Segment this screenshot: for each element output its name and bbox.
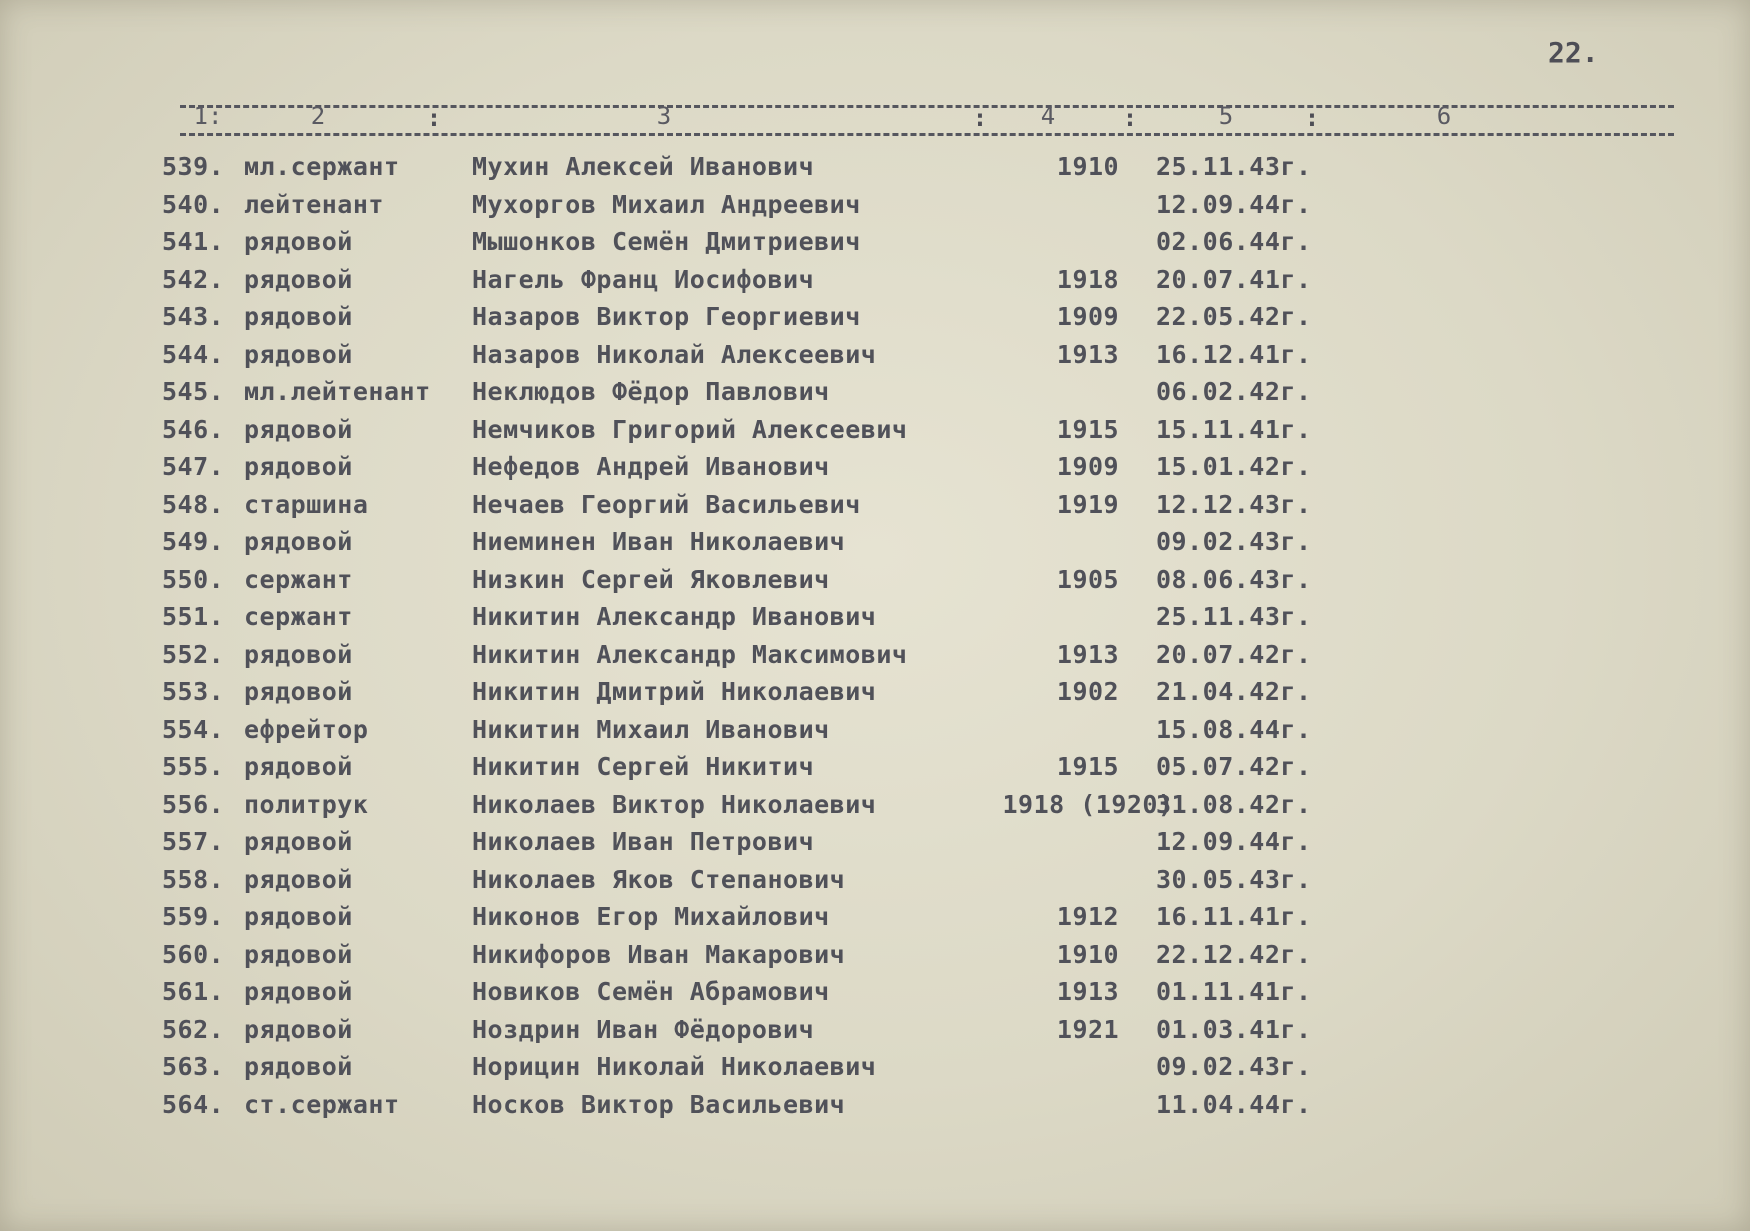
record-birth-year: 1915	[1056, 752, 1120, 781]
table-row	[0, 227, 1750, 264]
column-header-3: 3	[656, 102, 672, 130]
column-header-1: 1:	[193, 102, 223, 130]
table-row	[0, 940, 1750, 977]
record-full-name: Нагель Франц Иосифович	[472, 264, 815, 294]
column-separator: :	[972, 104, 988, 132]
record-rank: лейтенант	[244, 189, 384, 219]
record-number: 542.	[162, 264, 225, 294]
column-header-2: 2	[310, 102, 326, 130]
record-date: 20.07.41г.	[1156, 264, 1312, 294]
record-rank: рядовой	[244, 414, 353, 444]
record-rank: рядовой	[244, 902, 353, 931]
table-row	[0, 377, 1750, 414]
record-date: 01.11.41г.	[1156, 977, 1312, 1006]
record-full-name: Никитин Сергей Никитич	[472, 752, 815, 781]
table-row	[0, 790, 1750, 827]
record-date: 09.02.43г.	[1156, 527, 1312, 556]
record-birth-year: 1919	[1056, 489, 1120, 519]
record-birth-year: 1910	[1056, 939, 1120, 969]
record-date: 16.11.41г.	[1156, 902, 1312, 931]
table-row	[0, 865, 1750, 902]
record-rank: сержант	[244, 564, 353, 594]
table-row	[0, 1052, 1750, 1089]
record-number: 550.	[162, 564, 225, 594]
header-rule-bottom	[180, 133, 1674, 136]
record-date: 06.02.42г.	[1156, 377, 1312, 406]
record-birth-year: 1918 (1920)	[1002, 789, 1174, 819]
table-row	[0, 565, 1750, 602]
record-date: 09.02.43г.	[1156, 1052, 1312, 1081]
table-row	[0, 902, 1750, 939]
record-date: 25.11.43г.	[1156, 152, 1312, 181]
record-number: 562.	[162, 1014, 225, 1044]
record-birth-year: 1921	[1056, 1014, 1120, 1044]
record-rank: рядовой	[244, 339, 353, 369]
record-number: 544.	[162, 339, 225, 369]
record-full-name: Неклюдов Фёдор Павлович	[472, 377, 830, 406]
record-date: 15.11.41г.	[1156, 414, 1312, 444]
record-rank: рядовой	[244, 864, 353, 894]
record-birth-year: 1910	[1056, 152, 1120, 181]
column-header-4: 4	[1040, 102, 1056, 130]
column-separator: :	[1304, 104, 1320, 132]
record-birth-year: 1909	[1056, 302, 1120, 331]
record-number: 539.	[162, 152, 225, 181]
record-birth-year: 1913	[1056, 977, 1120, 1006]
record-rank: политрук	[244, 789, 369, 819]
table-row	[0, 415, 1750, 452]
record-full-name: Нечаев Георгий Васильевич	[472, 489, 861, 519]
record-date: 01.03.41г.	[1156, 1014, 1312, 1044]
record-number: 549.	[162, 527, 225, 556]
record-date: 20.07.42г.	[1156, 639, 1312, 669]
record-date: 12.09.44г.	[1156, 827, 1312, 856]
record-date: 11.04.44г.	[1156, 1089, 1312, 1119]
record-number: 553.	[162, 677, 225, 706]
record-full-name: Никитин Михаил Иванович	[472, 714, 830, 744]
record-number: 552.	[162, 639, 225, 669]
record-rank: мл.сержант	[244, 152, 400, 181]
record-date: 12.12.43г.	[1156, 489, 1312, 519]
record-full-name: Никонов Егор Михайлович	[472, 902, 830, 931]
record-number: 546.	[162, 414, 225, 444]
record-rank: мл.лейтенант	[244, 377, 431, 406]
record-full-name: Николаев Яков Степанович	[472, 864, 846, 894]
record-rank: рядовой	[244, 452, 353, 481]
record-rank: рядовой	[244, 264, 353, 294]
table-row	[0, 265, 1750, 302]
record-number: 547.	[162, 452, 225, 481]
record-full-name: Норицин Николай Николаевич	[472, 1052, 877, 1081]
record-full-name: Нефедов Андрей Иванович	[472, 452, 830, 481]
record-number: 548.	[162, 489, 225, 519]
record-date: 22.05.42г.	[1156, 302, 1312, 331]
record-full-name: Мышонков Семён Дмитриевич	[472, 227, 861, 256]
record-full-name: Немчиков Григорий Алексеевич	[472, 414, 908, 444]
table-row	[0, 1015, 1750, 1052]
record-rank: рядовой	[244, 827, 353, 856]
record-number: 558.	[162, 864, 225, 894]
table-row	[0, 752, 1750, 789]
table-row	[0, 677, 1750, 714]
column-separator: :	[1122, 104, 1138, 132]
record-full-name: Ноздрин Иван Фёдорович	[472, 1014, 815, 1044]
record-number: 540.	[162, 189, 225, 219]
table-row	[0, 490, 1750, 527]
record-date: 15.01.42г.	[1156, 452, 1312, 481]
page-number: 22.	[1548, 36, 1599, 69]
record-number: 563.	[162, 1052, 225, 1081]
record-birth-year: 1912	[1056, 902, 1120, 931]
record-date: 22.12.42г.	[1156, 939, 1312, 969]
record-birth-year: 1909	[1056, 452, 1120, 481]
table-row	[0, 302, 1750, 339]
record-date: 12.09.44г.	[1156, 189, 1312, 219]
record-date: 21.04.42г.	[1156, 677, 1312, 706]
record-number: 543.	[162, 302, 225, 331]
record-number: 556.	[162, 789, 225, 819]
record-full-name: Мухин Алексей Иванович	[472, 152, 815, 181]
table-row	[0, 152, 1750, 189]
record-rank: рядовой	[244, 752, 353, 781]
table-row	[0, 452, 1750, 489]
table-row	[0, 715, 1750, 752]
record-date: 08.06.43г.	[1156, 564, 1312, 594]
record-rank: рядовой	[244, 977, 353, 1006]
record-number: 551.	[162, 602, 225, 631]
table-row	[0, 527, 1750, 564]
record-date: 15.08.44г.	[1156, 714, 1312, 744]
record-number: 555.	[162, 752, 225, 781]
record-rank: старшина	[244, 489, 369, 519]
record-full-name: Новиков Семён Абрамович	[472, 977, 830, 1006]
record-number: 554.	[162, 714, 225, 744]
record-full-name: Никитин Александр Иванович	[472, 602, 877, 631]
table-row	[0, 977, 1750, 1014]
record-date: 30.05.43г.	[1156, 864, 1312, 894]
record-full-name: Николаев Иван Петрович	[472, 827, 815, 856]
record-rank: рядовой	[244, 1014, 353, 1044]
record-rank: рядовой	[244, 639, 353, 669]
record-date: 16.12.41г.	[1156, 339, 1312, 369]
record-number: 545.	[162, 377, 225, 406]
record-full-name: Ниеминен Иван Николаевич	[472, 527, 846, 556]
record-full-name: Назаров Николай Алексеевич	[472, 339, 877, 369]
record-rank: ефрейтор	[244, 714, 369, 744]
record-rank: рядовой	[244, 677, 353, 706]
table-row	[0, 340, 1750, 377]
record-rank: рядовой	[244, 527, 353, 556]
record-full-name: Никифоров Иван Макарович	[472, 939, 846, 969]
record-full-name: Носков Виктор Васильевич	[472, 1089, 846, 1119]
record-birth-year: 1913	[1056, 339, 1120, 369]
record-number: 561.	[162, 977, 225, 1006]
record-birth-year: 1913	[1056, 639, 1120, 669]
table-row	[0, 827, 1750, 864]
record-rank: рядовой	[244, 939, 353, 969]
record-number: 557.	[162, 827, 225, 856]
record-birth-year: 1905	[1056, 564, 1120, 594]
record-number: 541.	[162, 227, 225, 256]
record-number: 560.	[162, 939, 225, 969]
record-date: 25.11.43г.	[1156, 602, 1312, 631]
record-number: 564.	[162, 1089, 225, 1119]
record-rank: ст.сержант	[244, 1089, 400, 1119]
table-row	[0, 640, 1750, 677]
table-row	[0, 190, 1750, 227]
record-full-name: Никитин Дмитрий Николаевич	[472, 677, 877, 706]
record-full-name: Низкин Сергей Яковлевич	[472, 564, 830, 594]
record-date: 05.07.42г.	[1156, 752, 1312, 781]
column-separator: :	[426, 104, 442, 132]
record-birth-year: 1902	[1056, 677, 1120, 706]
record-birth-year: 1915	[1056, 414, 1120, 444]
record-full-name: Назаров Виктор Георгиевич	[472, 302, 861, 331]
record-date: 31.08.42г.	[1156, 789, 1312, 819]
table-row	[0, 1090, 1750, 1127]
record-full-name: Николаев Виктор Николаевич	[472, 789, 877, 819]
table-row	[0, 602, 1750, 639]
record-rank: рядовой	[244, 302, 353, 331]
record-full-name: Никитин Александр Максимович	[472, 639, 908, 669]
record-rank: сержант	[244, 602, 353, 631]
record-rank: рядовой	[244, 227, 353, 256]
record-birth-year: 1918	[1056, 264, 1120, 294]
record-full-name: Мухоргов Михаил Андреевич	[472, 189, 861, 219]
record-date: 02.06.44г.	[1156, 227, 1312, 256]
record-rank: рядовой	[244, 1052, 353, 1081]
record-number: 559.	[162, 902, 225, 931]
column-header-6: 6	[1436, 102, 1452, 130]
column-header-5: 5	[1218, 102, 1234, 130]
